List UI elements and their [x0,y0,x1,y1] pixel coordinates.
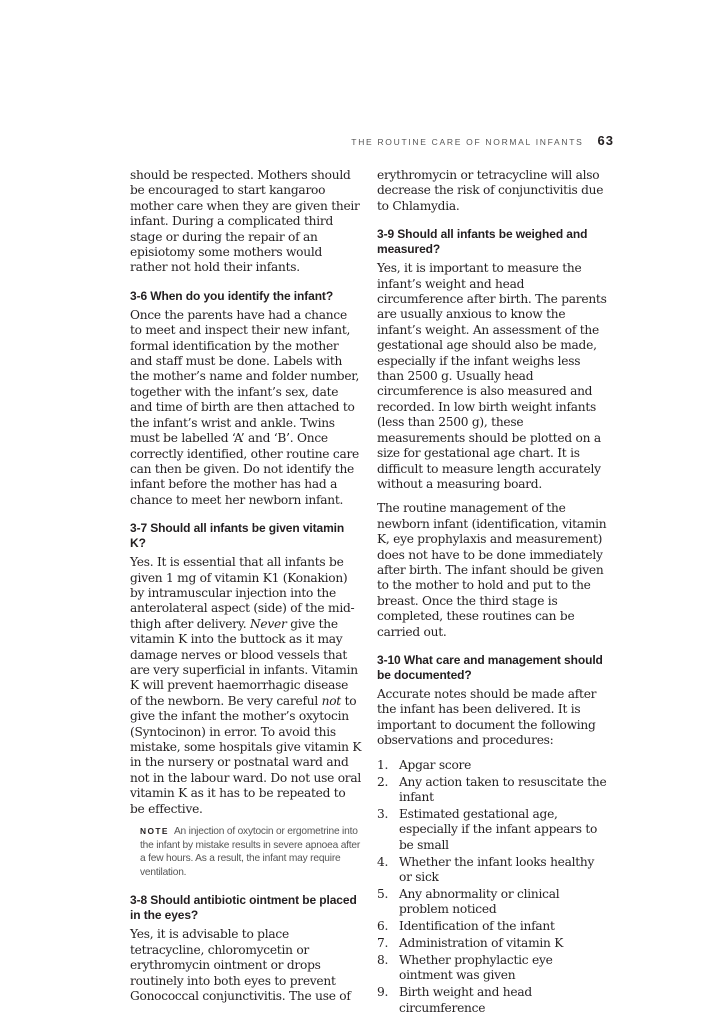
list-number: 2. [377,774,389,789]
page-number: 63 [597,133,614,148]
note-text: An injection of oxytocin or ergometrine into the infant by mistake results in severe apnoea after a few hours. As a result, the infant may require ventilation. [140,826,361,878]
question-3-9-heading: 3-9 Should all infants be weighed and measured? [377,227,588,257]
right-column [377,168,609,1018]
list-number: 4. [377,854,389,869]
answer-3-7-part-a: Yes. It is essential that all infants be given 1 mg of vitamin K1 (Konakion) by intramuscular injection into the anterolateral aspect (side) of the mid-thigh after delivery. [130,555,355,631]
answer-3-9-paragraph-1: Yes, it is important to measure the infant’s weight and head circumference after birth. The parents are usually anxious to know the infant’s weight. An assessment of the gestational age should also be made, especially if the infant weighs less than 2500 g. Usually head circumference is also measured and recorded. In low birth weight infants (less than 2500 g), these measurements should be plotted on a size for gestational age chart. It is difficult to measure length accurately without a measuring board. [377,261,607,491]
note-label: NOTE [140,826,169,837]
list-text: Identification of the infant [399,919,555,934]
list-number: 8. [377,952,389,967]
answer-3-10: Accurate notes should be made after the infant has been delivered. It is important to document the following observations and procedures: [377,686,597,748]
answer-3-8-continued: erythromycin or tetracycline will also decrease the risk of conjunctivitis due to Chlamydia. [377,168,604,213]
answer-3-6: Once the parents have had a chance to meet and inspect their new infant, formal identification by the mother and staff must be done. Labels with the mother’s name and folder number, together with the infant’s sex, date and time of birth are then attached to the infant’s wrist and ankle. Twins must be labelled ‘A’ and ‘B’. Once correctly identified, other routine care can then be given. Do not identify the infant before the mother has had a chance to meet her newborn infant. [130,307,360,507]
answer-3-8: Yes, it is advisable to place tetracycline, chloromycetin or erythromycin ointment or drops routinely into both eyes to prevent Gonococcal conjunctivitis. The use of [130,927,351,1004]
emphasis-not: not [321,693,341,708]
list-item [377,953,609,984]
list-item [377,936,609,951]
list-item [377,887,609,918]
left-column [130,168,362,1013]
list-text: Whether the infant looks healthy or sick [399,854,595,884]
answer-3-9-paragraph-2: The routine management of the newborn infant (identification, vitamin K, eye prophylaxis and measurement) does not have to be done immediately after birth. The infant should be given to the mother to hold and put to the breast. Once the third stage is completed, these routines can be carried out. [377,501,607,639]
list-number: 7. [377,936,389,951]
list-text: Birth weight and head circumference [399,985,532,1015]
list-item [377,758,609,773]
list-number: 9. [377,985,389,1000]
list-text: Apgar score [399,757,472,772]
list-item [377,775,609,806]
list-number: 5. [377,886,389,901]
list-text: Any abnormality or clinical problem noticed [399,886,560,917]
list-item [377,855,609,886]
list-text: Administration of vitamin K [399,936,564,951]
page-header [351,133,614,148]
list-text: Estimated gestational age, especially if the infant appears to be small [399,806,598,852]
question-3-10-heading: 3-10 What care and management should be documented? [377,652,603,682]
list-number: 6. [377,919,389,934]
answer-3-7-part-b: give the vitamin K into the buttock as it may damage nerves or blood vessels that are very superficial in infants. Vitamin K will prevent haemorrhagic disease of the newborn. Be very careful [130,616,358,708]
note-box [130,825,362,879]
emphasis-never: Never [250,616,287,631]
question-3-6-heading: 3-6 When do you identify the infant? [130,288,334,303]
list-text: Whether prophylactic eye ointment was given [399,952,553,983]
list-number: 3. [377,806,389,821]
question-3-8-heading: 3-8 Should antibiotic ointment be placed in the eyes? [130,893,357,923]
list-item [377,985,609,1016]
list-text: Any action taken to resuscitate the infant [399,774,607,804]
question-3-7-heading: 3-7 Should all infants be given vitamin K? [130,521,345,551]
running-title: THE ROUTINE CARE OF NORMAL INFANTS [351,137,584,147]
list-item [377,919,609,934]
list-number: 1. [377,757,389,772]
paragraph-continued: should be respected. Mothers should be encouraged to start kangaroo mother care when they are given their infant. During a complicated third stage or during the repair of an episiotomy some mothers would rather not hold their infants. [130,168,360,275]
answer-3-7-part-c: to give the infant the mother’s oxytocin (Syntocinon) in error. To avoid this mistake, some hospitals give vitamin K in the nursery or postnatal ward and not in the labour ward. Do not use oral vitamin K as it has to be repeated to be effective. [130,693,362,816]
documentation-list [377,758,609,1017]
answer-3-7 [130,555,362,817]
list-item [377,807,609,853]
